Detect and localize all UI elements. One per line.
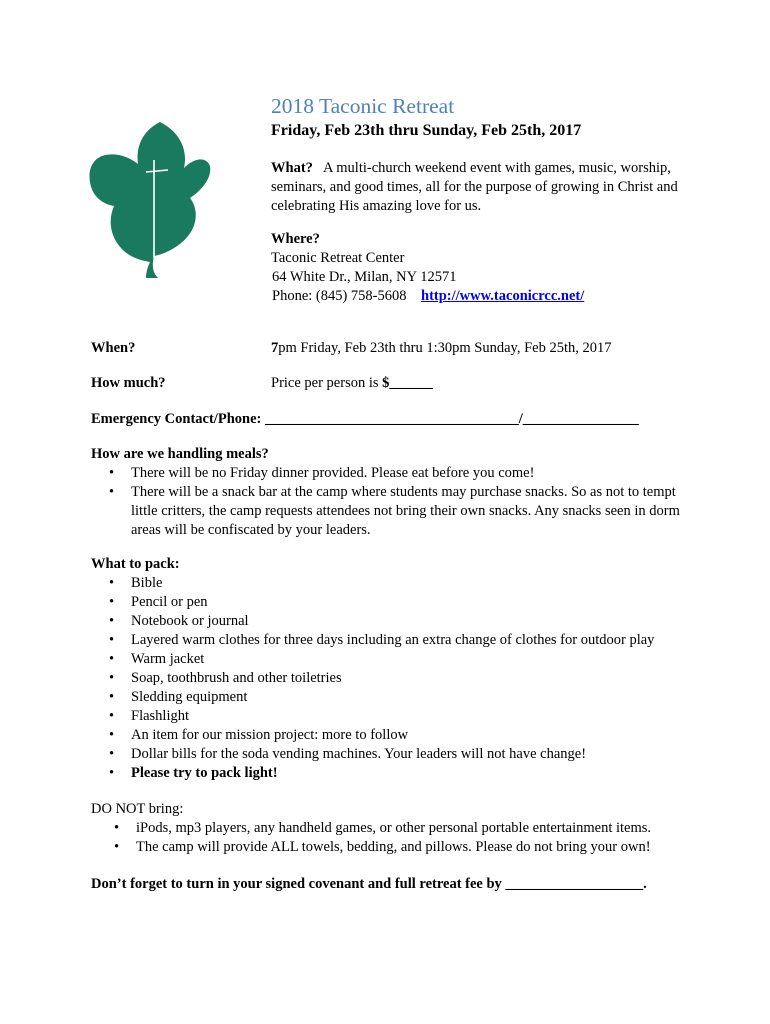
footer-reminder: Don’t forget to turn in your signed covenant and full retreat fee by ___________________. (91, 876, 647, 892)
where-section (271, 230, 691, 306)
where-label: Where? (271, 231, 320, 247)
ivy-leaf-cross-icon (88, 120, 212, 278)
bullet-icon: • (109, 575, 115, 591)
list-item: • There will be a snack bar at the camp where students may purchase snacks. So as not to tempt little critters, the camp requests attendees not bring their own snacks. Any snacks seen in dorm areas will be confiscated by your leaders. (109, 484, 680, 538)
list-item: • Please try to pack light! (109, 765, 278, 781)
meals-list (91, 464, 691, 540)
when-bold-start: 7 (271, 340, 279, 356)
page-title: 2018 Taconic Retreat (271, 94, 455, 118)
what-section (271, 159, 691, 216)
bullet-icon: • (109, 727, 115, 743)
bullet-icon: • (109, 689, 115, 705)
bullet-icon: • (109, 670, 115, 686)
dont-bring-heading: DO NOT bring: (91, 801, 184, 817)
when-row (91, 339, 611, 358)
bullet-icon: • (109, 632, 115, 648)
meals-heading: How are we handling meals? (91, 446, 269, 462)
bullet-icon: • (114, 820, 120, 836)
what-label: What? (271, 160, 313, 176)
list-item: • The camp will provide ALL towels, bedding, and pillows. Please do not bring your own! (114, 839, 651, 855)
list-item: • Bible (109, 575, 163, 591)
dont-bring-section (91, 800, 691, 857)
list-item: • Pencil or pen (109, 594, 208, 610)
list-item: • Layered warm clothes for three days including an extra change of clothes for outdoor play (109, 632, 655, 648)
price-blank[interactable]: $______ (382, 375, 433, 391)
bullet-icon: • (109, 484, 115, 500)
venue-url-link[interactable]: http://www.taconicrcc.net/ (421, 288, 585, 304)
bullet-icon: • (109, 708, 115, 724)
bullet-icon: • (109, 613, 115, 629)
bullet-icon: • (109, 746, 115, 762)
price-text: Price per person is (271, 375, 383, 391)
price-label: How much? (91, 375, 166, 391)
list-item: • Notebook or journal (109, 613, 249, 629)
venue-name: Taconic Retreat Center (271, 250, 405, 266)
date-subtitle: Friday, Feb 23th thru Sunday, Feb 25th, 2017 (271, 122, 582, 139)
list-item: • Soap, toothbrush and other toiletries (109, 670, 342, 686)
bullet-icon: • (109, 651, 115, 667)
list-item: • Flashlight (109, 708, 190, 724)
pack-heading: What to pack: (91, 556, 180, 572)
emergency-row (91, 410, 639, 429)
bullet-icon: • (109, 594, 115, 610)
pack-list (91, 574, 691, 783)
when-label: When? (91, 340, 136, 356)
venue-address: 64 White Dr., Milan, NY 12571 (272, 269, 457, 285)
bullet-icon: • (109, 765, 115, 781)
meals-section (91, 445, 691, 540)
list-item: • Warm jacket (109, 651, 205, 667)
list-item: • There will be no Friday dinner provided. Please eat before you come! (109, 465, 535, 481)
pack-section (91, 555, 691, 783)
list-item: • Dollar bills for the soda vending machines. Your leaders will not have change! (109, 746, 587, 762)
price-row (91, 374, 433, 393)
when-text: pm Friday, Feb 23th thru 1:30pm Sunday, Feb 25th, 2017 (278, 340, 612, 356)
emergency-blank[interactable]: ___________________________________/________________ (264, 411, 639, 427)
list-item: • iPods, mp3 players, any handheld games, or other personal portable entertainment items. (114, 820, 652, 836)
what-text: A multi-church weekend event with games, music, worship, seminars, and good times, all for the purpose of growing in Christ and celebrating His amazing love for us. (271, 160, 678, 214)
list-item: • Sledding equipment (109, 689, 248, 705)
list-item: • An item for our mission project: more to follow (109, 727, 409, 743)
bullet-icon: • (114, 839, 120, 855)
venue-phone: Phone: (845) 758-5608 (272, 288, 407, 304)
bullet-icon: • (109, 465, 115, 481)
dont-bring-list (91, 819, 691, 857)
emergency-label: Emergency Contact/Phone: (91, 411, 265, 427)
